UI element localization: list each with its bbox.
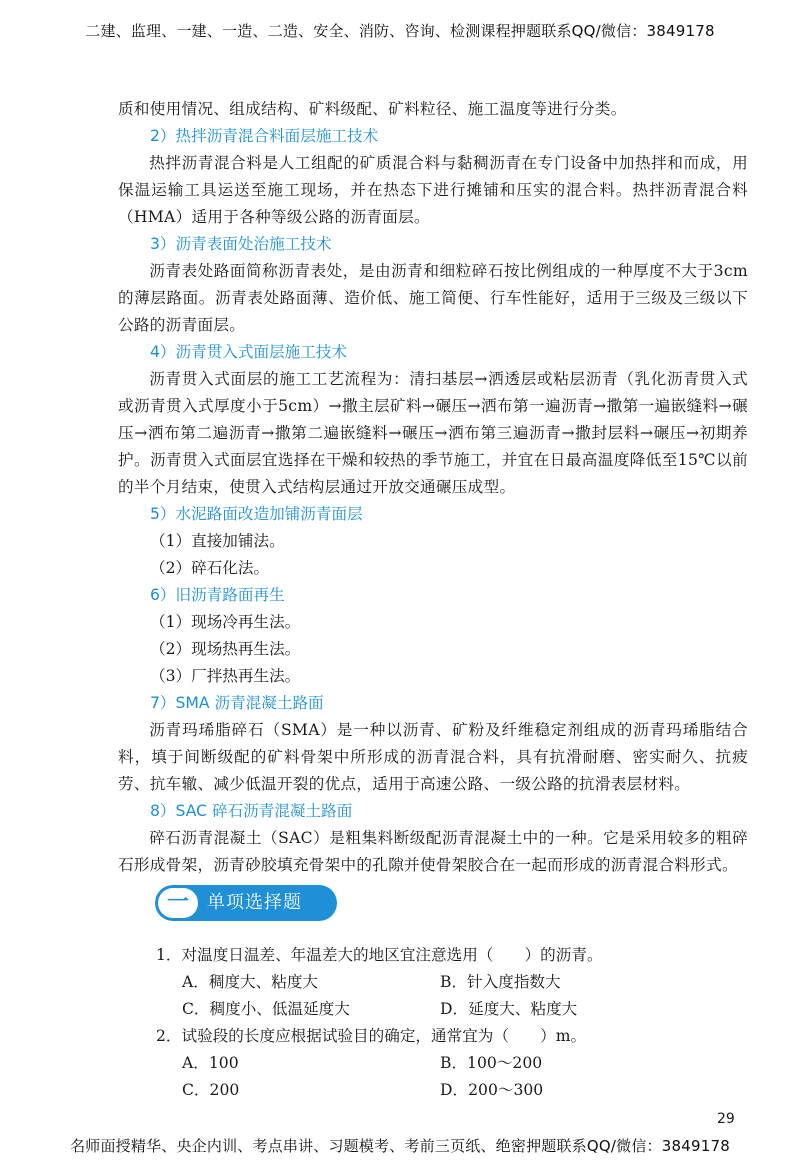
heading-sma: 7）SMA 沥青混凝土路面	[150, 694, 324, 712]
heading-surface-treatment: 3）沥青表面处治施工技术	[150, 235, 332, 253]
list-item: （1）直接加铺法。	[150, 532, 285, 550]
option-row	[156, 996, 756, 1023]
heading-recycling: 6）旧沥青路面再生	[150, 586, 285, 604]
section-title: 单项选择题	[207, 892, 302, 913]
option-a: A．100	[182, 1054, 239, 1072]
question-stem: 2．试验段的长度应根据试验目的确定，通常宜为（ ）m。	[156, 1027, 587, 1045]
paragraph: 碎石沥青混凝土（SAC）是粗集料断级配沥青混凝土中的一种。它是采用较多的粗碎石形成骨架，沥青砂胶填充骨架中的孔隙并使骨架胶合在一起而形成的沥青混合料形式。	[118, 829, 748, 874]
option-d: D．200～300	[440, 1081, 544, 1099]
option-b: B．100～200	[440, 1054, 543, 1072]
paragraph: 热拌沥青混合料是人工组配的矿质混合料与黏稠沥青在专门设备中加热拌和而成，用保温运输工具运送至施工现场，并在热态下进行摊铺和压实的混合料。热拌沥青混合料（HMA）适用于各种等级公路的沥青面层。	[118, 154, 748, 226]
paragraph: 沥青玛琋脂碎石（SMA）是一种以沥青、矿粉及纤维稳定剂组成的沥青玛琋脂结合料，填于间断级配的矿料骨架中所形成的沥青混合料，具有抗滑耐磨、密实耐久、抗疲劳、抗车辙、减少低温开裂的优点，适用于高速公路、一级公路的抗滑表层材料。	[118, 721, 748, 793]
list-item: （2）碎石化法。	[150, 559, 270, 577]
heading-sac: 8）SAC 碎石沥青混凝土路面	[150, 802, 353, 820]
paragraph: 沥青表处路面简称沥青表处，是由沥青和细粒碎石按比例组成的一种厚度不大于3cm的薄层路面。沥青表处路面薄、造价低、施工简便、行车性能好，适用于三级及三级以下公路的沥青面层。	[118, 262, 748, 334]
option-c: C．稠度小、低温延度大	[182, 1000, 350, 1018]
heading-hot-mix: 2）热拌沥青混合料面层施工技术	[150, 127, 379, 145]
section-number: 一	[166, 890, 189, 915]
header-banner: 二建、监理、一建、一造、二造、安全、消防、咨询、检测课程押题联系QQ/微信：3849178	[85, 22, 715, 40]
option-row	[156, 1050, 756, 1077]
question-list	[156, 942, 756, 1104]
option-row	[156, 969, 756, 996]
heading-cement-overlay: 5）水泥路面改造加铺沥青面层	[150, 505, 363, 523]
paragraph: 沥青贯入式面层的施工工艺流程为：清扫基层→洒透层或粘层沥青（乳化沥青贯入式或沥青贯入式厚度小于5cm）→撒主层矿料→碾压→洒布第一遍沥青→撒第一遍嵌缝料→碾压→洒布第二遍沥青→撒第二遍嵌缝料→碾压→洒布第三遍沥青→撒封层料→碾压→初期养护。沥青贯入式面层宜选择在干燥和较热的季节施工，并宜在日最高温度降低至15℃以前的半个月结束，使贯入式结构层通过开放交通碾压成型。	[118, 370, 748, 496]
page-number: 29	[717, 1111, 735, 1127]
question-stem: 1．对温度日温差、年温差大的地区宜注意选用（ ）的沥青。	[156, 946, 603, 964]
list-item: （1）现场冷再生法。	[150, 613, 301, 631]
paragraph: 质和使用情况、组成结构、矿料级配、矿料粒径、施工温度等进行分类。	[118, 100, 627, 118]
list-item: （2）现场热再生法。	[150, 640, 301, 658]
list-item: （3）厂拌热再生法。	[150, 667, 301, 685]
option-c: C．200	[182, 1081, 240, 1099]
option-b: B．针入度指数大	[440, 973, 561, 991]
option-a: A．稠度大、粘度大	[182, 973, 319, 991]
footer-banner: 名师面授精华、央企内训、考点串讲、习题模考、考前三页纸、绝密押题联系QQ/微信：3849178	[70, 1137, 730, 1155]
option-row	[156, 1077, 756, 1104]
section-header-single-choice	[155, 885, 337, 921]
body-text	[118, 96, 748, 879]
option-d: D．延度大、粘度大	[440, 1000, 578, 1018]
heading-penetration: 4）沥青贯入式面层施工技术	[150, 343, 348, 361]
section-number-badge	[158, 888, 198, 918]
